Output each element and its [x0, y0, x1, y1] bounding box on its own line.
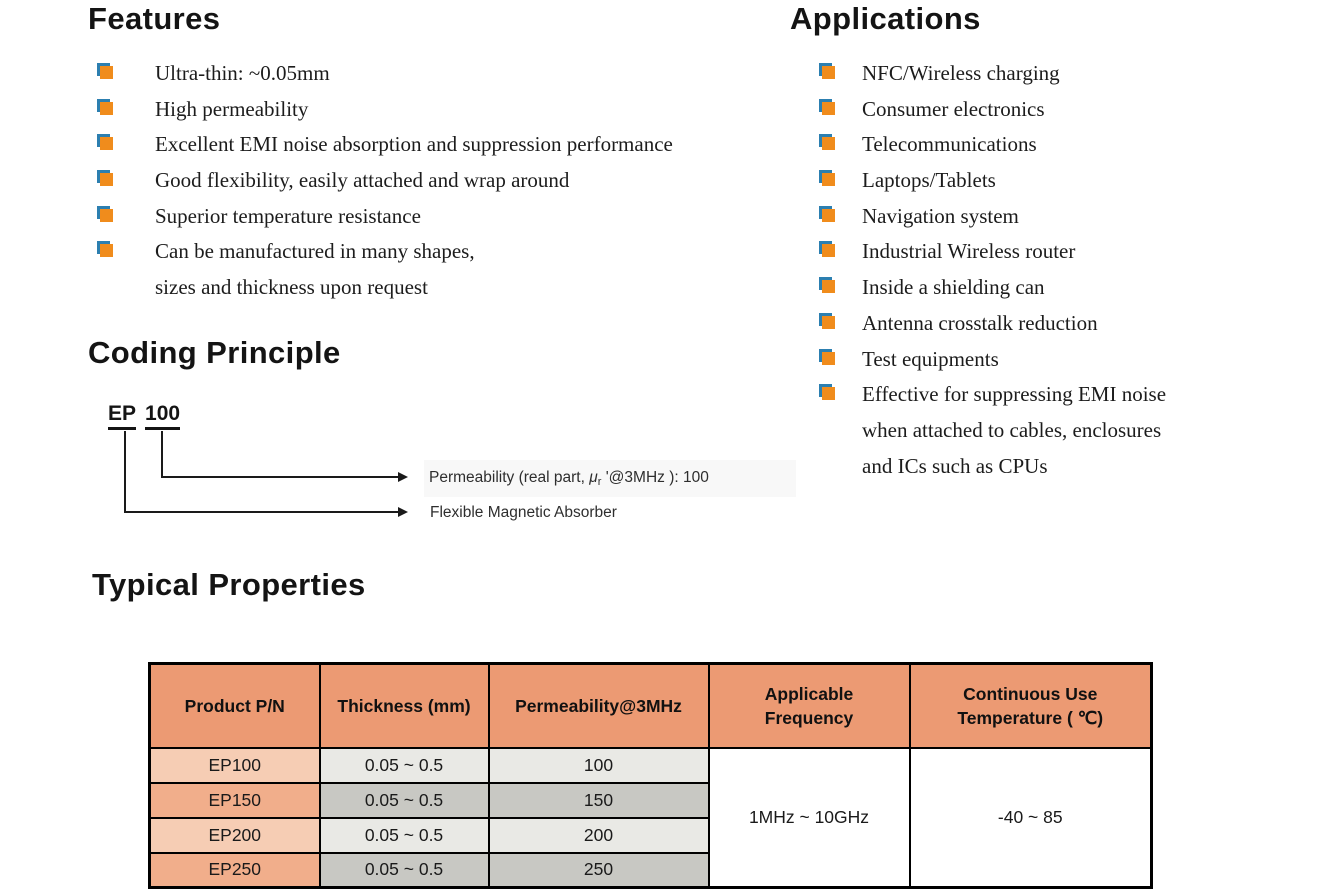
cell-permeability: 150: [489, 783, 709, 818]
arrow-right-icon: [398, 507, 408, 517]
permeability-label: [429, 469, 709, 491]
bullet-square-icon: [822, 209, 835, 222]
features-heading: Features: [88, 1, 221, 36]
application-text: Consumer electronics: [862, 96, 1045, 121]
application-text: NFC/Wireless charging: [862, 61, 1060, 85]
cell-continuous-use-temperature: -40 ~ 85: [910, 748, 1152, 888]
cell-permeability: 200: [489, 818, 709, 853]
column-header-frequency: Applicable Frequency: [709, 664, 910, 748]
connector-line-vertical-100: [161, 431, 163, 478]
mu-subscript: r: [597, 476, 602, 488]
connector-line-horizontal-permeability: [161, 476, 399, 478]
bullet-square-icon: [100, 102, 113, 115]
application-text: Antenna crosstalk reduction: [862, 310, 1098, 335]
bullet-square-icon: [100, 173, 113, 186]
connector-line-vertical-ep: [124, 431, 126, 513]
bullet-square-icon: [100, 244, 113, 257]
bullet-square-icon: [822, 173, 835, 186]
typical-properties-heading: Typical Properties: [92, 567, 366, 602]
typical-properties-table: [148, 662, 1153, 889]
cell-thickness: 0.05 ~ 0.5: [320, 748, 489, 783]
bullet-square-icon: [822, 66, 835, 79]
cell-product-pn: EP150: [150, 783, 320, 818]
cell-applicable-frequency: 1MHz ~ 10GHz: [709, 748, 910, 888]
code-number: 100: [145, 402, 180, 430]
bullet-square-icon: [822, 244, 835, 257]
mu-symbol: μ: [589, 469, 598, 486]
permeability-label-suffix: '@3MHz ): 100: [601, 469, 709, 486]
application-text: Effective for suppressing EMI noise: [862, 382, 1167, 407]
feature-text: Can be manufactured in many shapes,: [155, 239, 475, 264]
cell-product-pn: EP200: [150, 818, 320, 853]
column-header-temperature: Continuous Use Temperature ( ℃): [910, 664, 1152, 748]
connector-line-horizontal-absorber: [124, 511, 399, 513]
application-text: Laptops/Tablets: [862, 168, 996, 193]
bullet-square-icon: [822, 102, 835, 115]
application-text: Navigation system: [862, 203, 1019, 228]
feature-text: Good flexibility, easily attached and wrap around: [155, 168, 570, 193]
bullet-square-icon: [100, 66, 113, 79]
bullet-square-icon: [100, 137, 113, 150]
cell-thickness: 0.05 ~ 0.5: [320, 853, 489, 888]
cell-product-pn: EP100: [150, 748, 320, 783]
feature-text: Superior temperature resistance: [155, 203, 421, 228]
code-prefix: EP: [108, 402, 136, 430]
cell-product-pn: EP250: [150, 853, 320, 888]
applications-heading: Applications: [790, 1, 981, 36]
application-text: Inside a shielding can: [862, 275, 1045, 300]
bullet-square-icon: [822, 280, 835, 293]
coding-principle-heading: Coding Principle: [88, 335, 341, 370]
application-text: Industrial Wireless router: [862, 239, 1076, 264]
feature-text: sizes and thickness upon request: [155, 275, 428, 300]
application-text: and ICs such as CPUs: [862, 453, 1048, 478]
feature-text: Ultra-thin: ~0.05mm: [155, 61, 330, 85]
cell-permeability: 250: [489, 853, 709, 888]
bullet-square-icon: [100, 209, 113, 222]
arrow-right-icon: [398, 472, 408, 482]
application-text: Test equipments: [862, 346, 999, 371]
table-header-row: [150, 664, 1152, 748]
bullet-square-icon: [822, 316, 835, 329]
application-text: when attached to cables, enclosures: [862, 417, 1162, 442]
cell-permeability: 100: [489, 748, 709, 783]
application-text: Telecommunications: [862, 132, 1037, 157]
product-code: [108, 402, 180, 430]
permeability-label-prefix: Permeability (real part,: [429, 469, 590, 486]
cell-thickness: 0.05 ~ 0.5: [320, 818, 489, 853]
feature-text: Excellent EMI noise absorption and suppression performance: [155, 132, 673, 157]
bullet-square-icon: [822, 387, 835, 400]
bullet-square-icon: [822, 352, 835, 365]
table-row: [150, 748, 1152, 783]
cell-thickness: 0.05 ~ 0.5: [320, 783, 489, 818]
column-header-thickness: Thickness (mm): [320, 664, 489, 748]
column-header-permeability: Permeability@3MHz: [489, 664, 709, 748]
absorber-label: Flexible Magnetic Absorber: [430, 504, 617, 521]
bullet-square-icon: [822, 137, 835, 150]
feature-text: High permeability: [155, 96, 309, 121]
column-header-product-pn: Product P/N: [150, 664, 320, 748]
